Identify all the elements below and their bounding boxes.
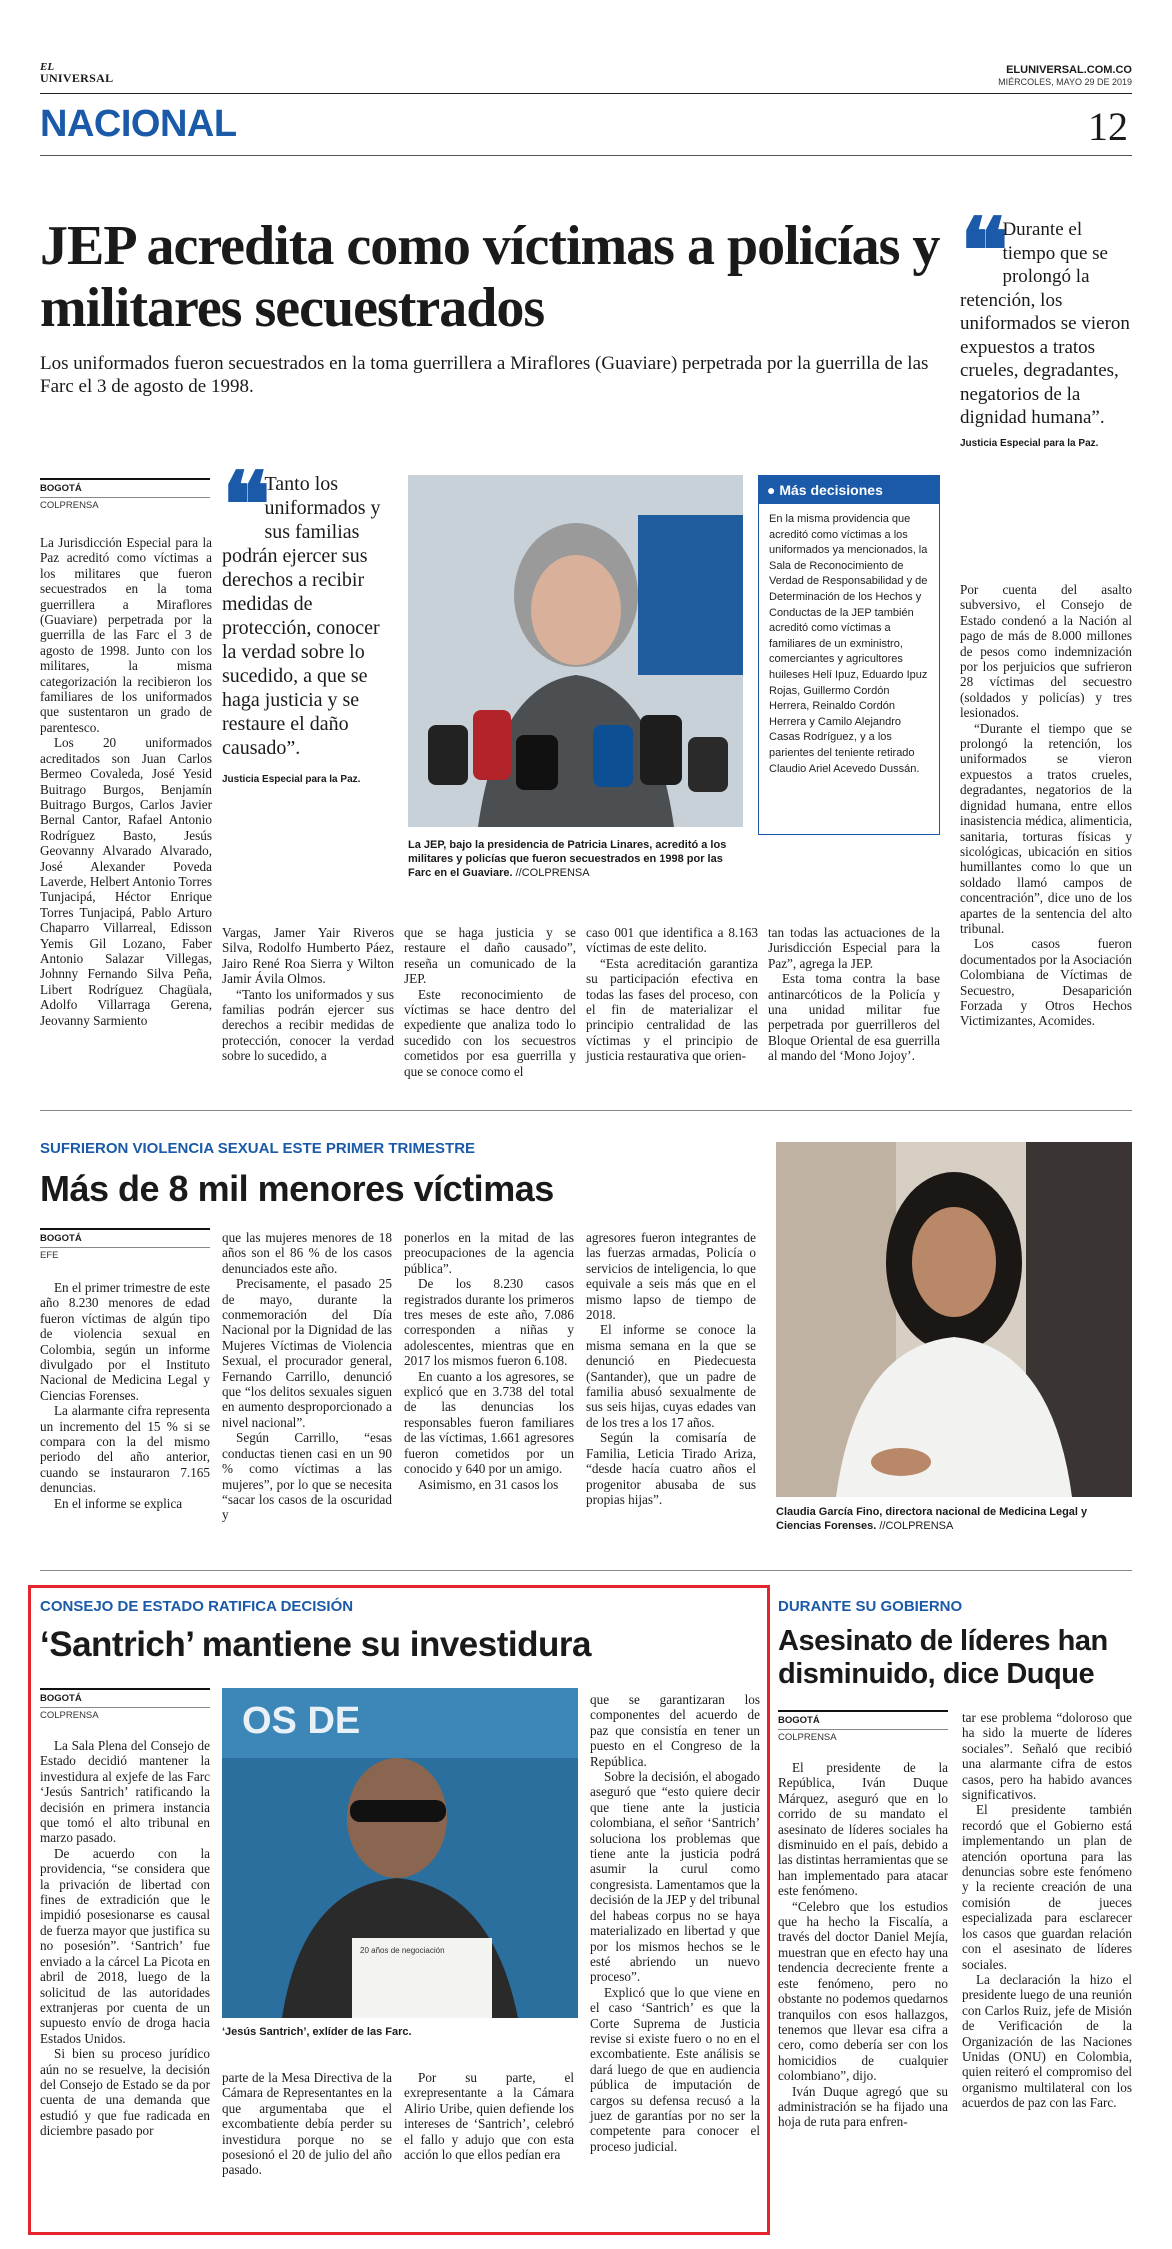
article1-col1 bbox=[40, 535, 212, 1028]
article4-col2 bbox=[962, 1710, 1132, 2111]
article2-col3 bbox=[404, 1230, 574, 1492]
paragraph: Sobre la decisión, el abogado aseguró que “esto quiere decir que tiene ante la justicia colombiana, el señor ‘Santrich’ soluciona los problemas que tiene ante la justicia podrá asumir la curul como congresista. Lamentamos que la decisión de la JEP y del tribunal del habeas corpus no se haya materializado en libertad y que por los mismos hechos se le esté abriendo un nuevo proceso”. bbox=[590, 1769, 760, 1985]
paragraph: que se garantizaran los componentes del acuerdo de paz que consistía en tener un puesto en el Congreso de la República. bbox=[590, 1692, 760, 1769]
paragraph: Por cuenta del asalto subversivo, el Consejo de Estado condenó a la Nación al pago de más de 8.000 millones de pesos como indemnización por los perjuicios que sufrieron 28 víctimas del secuestro (soldados y policías) y tres lesionados. bbox=[960, 582, 1132, 721]
article1-col4 bbox=[586, 925, 758, 1064]
paragraph: De los 8.230 casos registrados durante los primeros tres meses de este año, 7.086 corresponden a niñas y adolescentes, mientras que en 2017 los mismos fueron 6.108. bbox=[404, 1276, 574, 1369]
paragraph: Vargas, Jamer Yair Riveros Silva, Rodolfo Humberto Páez, Jairo René Roa Sierra y Wilton Jamir Ávila Olmos. bbox=[222, 925, 394, 987]
caption-credit: //COLPRENSA bbox=[879, 1520, 954, 1532]
pullquote-text: Tanto los uniformados y sus familias podrán ejercer sus derechos a recibir medidas de protección, conocer la verdad sobre lo sucedido, a que se haga justicia y se restaure el daño causado”. bbox=[222, 473, 381, 759]
article2-col4 bbox=[586, 1230, 756, 1507]
byline-city: BOGOTÁ bbox=[40, 1693, 82, 1704]
paragraph: El presidente también recordó que el Gobierno está implementando un plan de atención oportuna para las denuncias sobre este fenómeno y la reciente creación de una comisión de jueces especializada para esclarecer los casos que guardan relación con el asesinato de líderes sociales. bbox=[962, 1802, 1132, 1972]
paragraph: Por su parte, el exrepresentante a la Cámara Alirio Uribe, quien defiende los intereses de ‘Santrich’, celebró el fallo y adujo que con esta acción lo que ellos pedían era bbox=[404, 2070, 574, 2163]
paragraph: “Celebro que los estudios que ha hecho la Fiscalía, a través del doctor Daniel Mejía, muestran que en efecto hay una tendencia decreciente frente a este fenómeno, pero no obstante no podemos quedarnos tranquilos con esos hallazgos, tenemos que llevar esa cifra a cero, como debería ser con los homicidios de cualquier colombiano”, dijo. bbox=[778, 1898, 948, 2084]
photo2-caption bbox=[776, 1505, 1132, 1533]
article3-headline: ‘Santrich’ mantiene su investidura bbox=[40, 1625, 591, 1664]
paragraph: Precisamente, el pasado 25 de mayo, durante la conmemoración del Día Nacional por la Dignidad de las Mujeres Víctimas de Violencia Sexual, el procurador general, Fernando Carrillo, denunció que “los delitos sexuales siguen en aumento desproporcionado a nivel nacional”. bbox=[222, 1276, 392, 1430]
dot-icon: ● bbox=[767, 482, 776, 498]
photo-illustration bbox=[222, 1688, 578, 2018]
masthead-logo bbox=[40, 62, 113, 84]
photo-illustration bbox=[408, 475, 743, 827]
box-text: En la misma providencia que acreditó como víctimas a los uniformados ya mencionados, la Sala de Reconocimiento de Verdad de Responsabilidad y de Determinación de los Hechos y Conductas de la JEP también acreditó como víctimas a familiares de un exministro, comerciantes y agricultores huileses Helí Ipuz, Eduardo Ipuz Rojas, Guillermo Cordón Herrera, Reinaldo Cordón Herrera y Camilo Alejandro Casas Rodríguez, y a los parientes del teniente retirado Claudio Ariel Acevedo Dussán. bbox=[769, 513, 928, 775]
caption-text: La JEP, bajo la presidencia de Patricia Linares, acreditó a los militares y policías que fueron secuestrados en 1998 por las Farc en el Guaviare. bbox=[408, 839, 727, 879]
divider bbox=[40, 1570, 1132, 1571]
paragraph: En cuanto a los agresores, se explicó que en 3.738 del total de las denuncias los responsables fueron familiares de las víctimas, 1.661 agresores fueron cometidos por un conocido y 640 por un amigo. bbox=[404, 1368, 574, 1477]
paragraph: Los casos fueron documentados por la Asociación Colombiana de Víctimas de Secuestro, Desaparición Forzada y Otros Hechos Victimizantes, Acomides. bbox=[960, 936, 1132, 1029]
article3-col1 bbox=[40, 1738, 210, 2139]
header-rule bbox=[40, 93, 1132, 94]
paragraph: La alarmante cifra representa un incremento del 15 % si se compara con la del mismo periodo del año anterior, cuando se instauraron 7.165 denuncias. bbox=[40, 1403, 210, 1496]
article3-col4 bbox=[590, 1692, 760, 2154]
article2-col1 bbox=[40, 1280, 210, 1511]
photo-sign-text: 20 años de negociación bbox=[360, 1946, 445, 1955]
photo-patricia-linares bbox=[408, 475, 743, 827]
article2-col2 bbox=[222, 1230, 392, 1523]
byline-agency: COLPRENSA bbox=[40, 1707, 210, 1721]
byline-city: BOGOTÁ bbox=[778, 1715, 820, 1726]
section-title: NACIONAL bbox=[40, 103, 237, 145]
article1-side-col bbox=[960, 582, 1132, 1029]
article1-byline bbox=[40, 478, 210, 511]
paragraph: En el informe se explica bbox=[54, 1495, 183, 1511]
article1-headline: JEP acredita como víctimas a policías y militares secuestrados bbox=[40, 215, 940, 339]
side-quote-source: Justicia Especial para la Paz. bbox=[960, 437, 1099, 449]
paragraph: Según la comisaría de Familia, Leticia Tirado Ariza, “desde hacía cuatro años el progenitor abusaba de sus propias hijas”. bbox=[586, 1430, 756, 1507]
byline-city: BOGOTÁ bbox=[40, 1233, 82, 1244]
paragraph: La declaración la hizo el presidente luego de una reunión con Carlos Ruiz, jefe de Misión de Verificación de la Organización de las Naciones Unidas (ONU) en Colombia, quien reiteró el compromiso del organismo multilateral con los acuerdos de paz con las Farc. bbox=[962, 1971, 1132, 2111]
paragraph: Explicó que lo que viene en el caso ‘Santrich’ es que la Corte Suprema de Justicia revise si existe fuero o no en el excombatiente. Este análisis se dará luego de que en audiencia pública de imputación de cargos su defensa recusó a la juez de garantías por no ser la competente para conocer el proceso judicial. bbox=[590, 1984, 760, 2154]
paragraph: “Esta acreditación garantiza su participación efectiva en todas las fases del proceso, con el fin de materializar el principio centralidad de las víctimas y el principio de justicia restaurativa que orien- bbox=[586, 955, 758, 1064]
article2-kicker: SUFRIERON VIOLENCIA SEXUAL ESTE PRIMER TRIMESTRE bbox=[40, 1140, 476, 1157]
paragraph: “Tanto los uniformados y sus familias podrán ejercer sus derechos a recibir medidas de protección, conocer la verdad sobre lo sucedido, a bbox=[222, 986, 394, 1064]
article1-col3 bbox=[404, 925, 576, 1079]
section-rule bbox=[40, 155, 1132, 156]
svg-text:OS DE: OS DE bbox=[242, 1700, 361, 1742]
divider bbox=[40, 1110, 1132, 1111]
article4-headline: Asesinato de líderes han disminuido, dice Duque bbox=[778, 1625, 1108, 1690]
paragraph: “Durante el tiempo que se prolongó la retención, los uniformados se vieron expuestos a tratos crueles, degradantes, negatorios de la dignidad humana, entre ellos inasistencia médica, alimenticia, sanitaria, torturas físicas y sicológicas, ubicación en sitios humillantes como lo que un soldado llamó campos de concentración”, dice uno de los apartes de la sentencia del alto tribunal. bbox=[960, 720, 1132, 936]
side-quote-text: Durante el tiempo que se prolongó la retención, los uniformados se vieron expuestos a tratos crueles, degradantes, negatorios de la dignidad humana”. bbox=[960, 219, 1130, 428]
paragraph: caso 001 que identifica a 8.163 víctimas de este delito. bbox=[586, 925, 758, 956]
article3-byline bbox=[40, 1688, 210, 1721]
paragraph: De acuerdo con la providencia, “se considera que la privación de libertad con fines de extradición que le impidió posesionarse es causal de fuerza mayor que justifica su no posesión”. ‘Santrich’ fue enviado a la cárcel La Picota en abril de 2018, luego de la solicitud de las autoridades extranjeras por cuenta de un supuesto envío de droga hacia Estados Unidos. bbox=[40, 1845, 210, 2046]
article3-kicker: CONSEJO DE ESTADO RATIFICA DECISIÓN bbox=[40, 1598, 354, 1615]
photo1-caption bbox=[408, 838, 743, 880]
quote-mark-icon: ❝ bbox=[222, 456, 259, 556]
article3-col3 bbox=[404, 2070, 574, 2162]
paragraph: La Sala Plena del Consejo de Estado decidió mantener la investidura al exjefe de las Farc ‘Jesús Santrich’ ratificando la decisión en primera instancia que tomó el alto tribunal en marzo pasado. bbox=[40, 1738, 210, 1846]
byline-agency: COLPRENSA bbox=[778, 1729, 948, 1743]
box-header bbox=[759, 476, 939, 504]
article1-pullquote bbox=[222, 456, 392, 785]
photo-illustration bbox=[776, 1142, 1132, 1497]
caption-text: Claudia García Fino, directora nacional de Medicina Legal y Ciencias Forenses. bbox=[776, 1506, 1088, 1532]
logo-top: EL bbox=[40, 61, 55, 73]
article2-headline: Más de 8 mil menores víctimas bbox=[40, 1168, 554, 1209]
byline-agency: EFE bbox=[40, 1247, 210, 1261]
photo3-caption: ‘Jesús Santrich’, exlíder de las Farc. bbox=[222, 2026, 412, 2038]
paragraph: Iván Duque agregó que su administración se ha fijado una hoja de ruta para enfren- bbox=[778, 2083, 948, 2130]
paragraph: Si bien su proceso jurídico aún no se resuelve, la decisión del Consejo de Estado se da por cuenta de una demanda que estudió y que fue radicada en diciembre pasado por bbox=[40, 2046, 210, 2139]
paragraph: tan todas las actuaciones de la Jurisdicción Especial para la Paz”, agrega la JEP. bbox=[768, 925, 940, 971]
quote-mark-icon: ❝ bbox=[960, 202, 997, 302]
side-quote bbox=[960, 202, 1130, 449]
paragraph: Asimismo, en 31 casos los bbox=[418, 1476, 559, 1492]
paragraph: que las mujeres menores de 18 años son el 86 % de los casos denunciados este año. bbox=[222, 1230, 392, 1276]
paragraph: En el primer trimestre de este año 8.230 menores de edad fueron víctimas de algún tipo de violencia sexual en Colombia, según un informe divulgado por el Instituto Nacional de Medicina Legal y Ciencias Forenses. bbox=[40, 1280, 210, 1403]
photo-jesus-santrich bbox=[222, 1688, 578, 2018]
paragraph: ponerlos en la mitad de las preocupaciones de la agencia pública”. bbox=[404, 1230, 574, 1276]
page-number: 12 bbox=[1088, 104, 1128, 149]
article2-byline bbox=[40, 1228, 210, 1261]
byline-city: BOGOTÁ bbox=[40, 483, 82, 494]
paragraph: Los 20 uniformados acreditados son Juan Carlos Bermeo Covaleda, José Yesid Buitrago Burgos, Benjamín Buitrago Burgos, Carlos Javier Bernal Cantor, Rafael Antonio Rodríguez Basto, Jesús Geovanny Alvarado Alvarado, José Alexander Poveda Laverde, Helbert Antonio Torres Tunjacipá, Héctor Enrique Torres Tunjacipá, Pablo Arturo Chaparro Villarreal, Edisson Yemis Gil Lozano, Faber Antonio Salazar Villegas, Johnny Fernando Silva Peña, Libert Rodríguez Chagüala, Adolfo Villarraga Gerena, Jeovanny Sarmiento bbox=[40, 735, 212, 1028]
paragraph: agresores fueron integrantes de las fuerzas armadas, Policía o servicios de inteligencia, lo que equivale a seis más que en el mismo lapso de tiempo de 2018. bbox=[586, 1230, 756, 1323]
paragraph: El presidente de la República, Iván Duque Márquez, aseguró que en lo corrido de su mandato el asesinato de líderes sociales ha disminuido en el país, debido a las distintas herramientas que se han implementado para atacar este fenómeno. bbox=[778, 1760, 948, 1899]
more-decisions-box bbox=[758, 475, 940, 835]
paragraph: El informe se conoce la misma semana en la que se denunció en Piedecuesta (Santander), que un padre de familia abusó sexualmente de sus seis hijas, cuyas edades van de los tres a los 17 años. bbox=[586, 1322, 756, 1430]
paragraph: Esta toma contra la base antinarcóticos de la Policía y una unidad militar fue perpetrada por guerrilleros del Bloque Oriental de esa guerrilla al mando del ‘Mono Jojoy’. bbox=[768, 971, 940, 1064]
paragraph: La Jurisdicción Especial para la Paz acreditó como víctimas a los militares que fueron secuestrados en la toma guerrillera a Miraflores (Guaviare) perpetrada por la guerrilla de las Farc el 3 de agosto de 1998. Junto con los militares, la misma categorización la recibieron los familiares de los uniformados que sustentaron un grado de parentesco. bbox=[40, 535, 212, 735]
paragraph: tar ese problema “doloroso que ha sido la muerte de líderes sociales”. Señaló que recibió una alarmante cifra de estos casos, pero ha habido avances significativos. bbox=[962, 1710, 1132, 1803]
byline-agency: COLPRENSA bbox=[40, 497, 210, 511]
article1-deck: Los uniformados fueron secuestrados en la toma guerrillera a Miraflores (Guaviare) perpetrada por la guerrilla de las Farc el 3 de agosto de 1998. bbox=[40, 353, 929, 397]
article3-col2 bbox=[222, 2070, 392, 2178]
article1-col2 bbox=[222, 925, 394, 1064]
paragraph: que se haga justicia y se restaure el daño causado”, reseña un comunicado de la JEP. bbox=[404, 925, 576, 987]
article4-byline bbox=[778, 1710, 948, 1743]
photo-claudia-garcia bbox=[776, 1142, 1132, 1497]
paragraph: parte de la Mesa Directiva de la Cámara de Representantes en la que argumentaba que el excombatiente debía perder su investidura porque no se posesionó el 20 de julio del año pasado. bbox=[222, 2070, 392, 2178]
box-title: Más decisiones bbox=[779, 482, 883, 498]
site-url: ELUNIVERSAL.COM.CO bbox=[1006, 64, 1132, 76]
logo-bottom: UNIVERSAL bbox=[40, 71, 114, 85]
pullquote-source: Justicia Especial para la Paz. bbox=[222, 774, 361, 785]
paragraph: Este reconocimiento de víctimas se hace dentro del expediente que analiza todo lo sucedido con los secuestros cometidos por esa guerrilla y que se conoce como el bbox=[404, 986, 576, 1079]
issue-date: MIÉRCOLES, MAYO 29 DE 2019 bbox=[998, 77, 1132, 87]
article4-col1 bbox=[778, 1760, 948, 2130]
article1-col5 bbox=[768, 925, 940, 1064]
caption-credit: //COLPRENSA bbox=[515, 867, 590, 879]
article4-kicker: DURANTE SU GOBIERNO bbox=[778, 1598, 963, 1615]
paragraph: Según Carrillo, “esas conductas tienen casi en un 90 % como víctimas a las mujeres”, por lo que se necesita “sacar los casos de la oscuridad y bbox=[222, 1430, 392, 1523]
